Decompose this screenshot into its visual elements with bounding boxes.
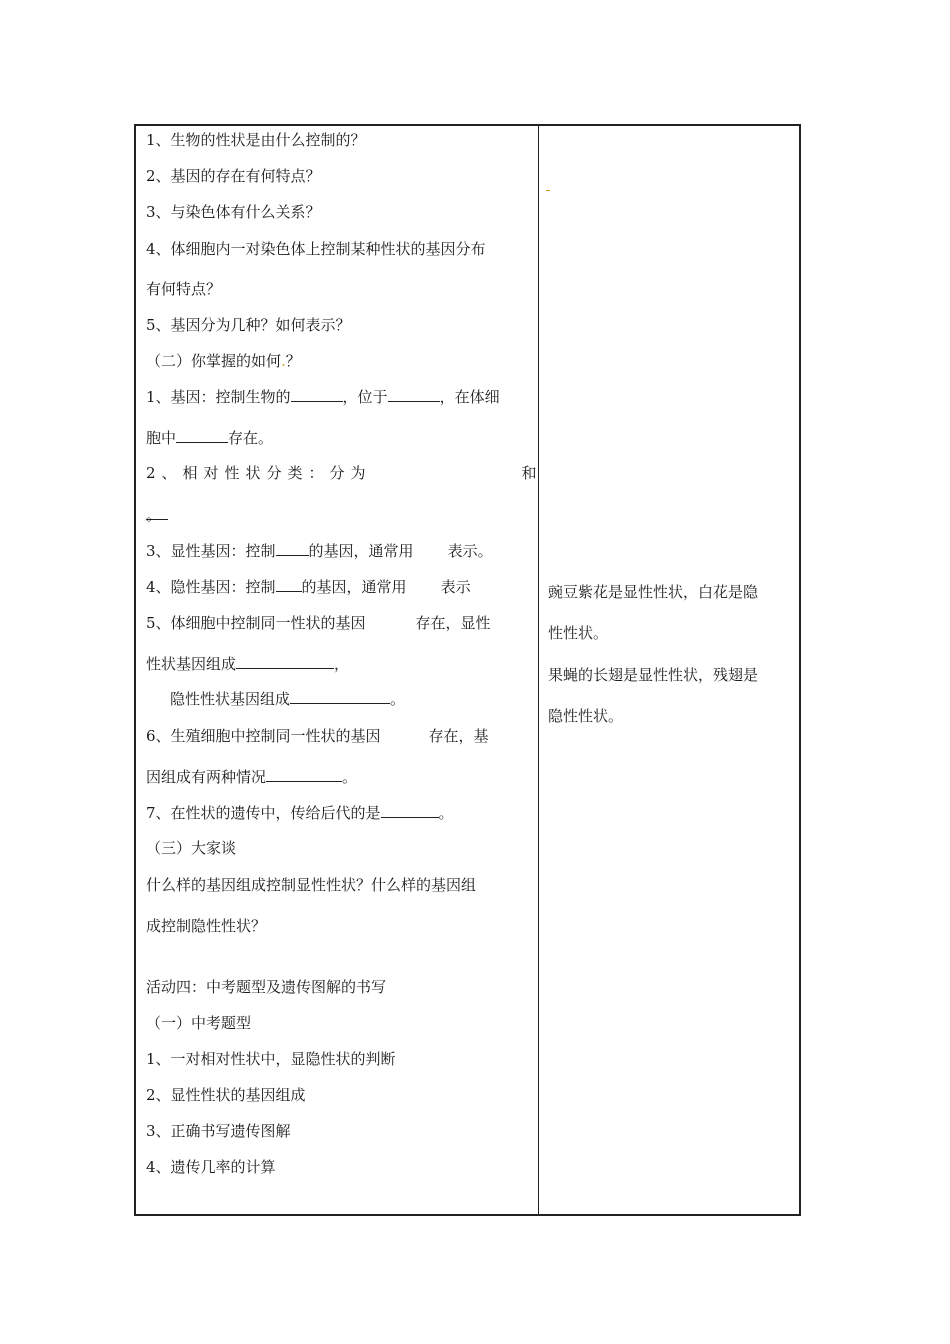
discussion-line-1: 什么样的基因组成控制显性性状？什么样的基因组 [146, 876, 477, 894]
section-2-text: （二）你掌握的如何 [146, 352, 282, 370]
blank-4-text-a: 4、隐性基因：控制 [146, 578, 276, 596]
blank-1-text-a: 1、基因：控制生物的 [146, 388, 291, 406]
blank-5-line-2 [146, 654, 349, 674]
blank-6-text-a: 6、生殖细胞中控制同一性状的基因 [146, 727, 381, 745]
column-divider [538, 126, 539, 1214]
dot-mark: . [281, 352, 286, 370]
fill-blank[interactable] [176, 428, 228, 443]
blank-3-text-b: 的基因，通常用 [308, 542, 414, 560]
fill-blank[interactable] [266, 767, 342, 782]
blank-6-text-c: 因组成有两种情况 [146, 768, 267, 786]
blank-6-line-2 [146, 767, 357, 787]
blank-3-text-c: 表示。 [447, 542, 493, 560]
blank-7 [146, 803, 454, 823]
blank-1-text-d: 胞中 [146, 429, 177, 447]
topic-2: 2、显性性状的基因组成 [146, 1086, 306, 1104]
blank-5-line-1 [146, 613, 491, 633]
blank-6-text-b: 存在，基 [428, 727, 489, 745]
blank-2-line-1 [146, 463, 543, 483]
fill-blank[interactable] [388, 387, 440, 402]
fill-blank[interactable] [276, 541, 309, 556]
blank-1-text-b: ，位于 [342, 388, 388, 406]
fill-blank[interactable] [236, 654, 334, 669]
question-1: 1、生物的性状是由什么控制的？ [146, 131, 366, 149]
blank-2-text-c: 。 [146, 506, 162, 524]
blank-5-text-b: 存在，显性 [415, 614, 491, 632]
blank-5-text-d: ， [334, 655, 350, 673]
blank-5-text-e: 隐性性状基因组成 [170, 690, 291, 708]
blank-7-text-a: 7、在性状的遗传中，传给后代的是 [146, 804, 381, 822]
blank-1-line-2 [146, 428, 273, 448]
fill-blank[interactable] [291, 387, 343, 402]
blank-4 [146, 577, 471, 597]
blank-5-text-a: 5、体细胞中控制同一性状的基因 [146, 614, 366, 632]
blank-6-text-d: 。 [342, 768, 358, 786]
topic-4: 4、遗传几率的计算 [146, 1158, 276, 1176]
example-1-line-1: 豌豆紫花是显性性状，白花是隐 [548, 583, 759, 601]
fill-blank[interactable] [276, 577, 302, 592]
marker-dash [546, 190, 550, 191]
blank-4-text-b: 的基因，通常用 [301, 578, 407, 596]
section-1-heading: （一）中考题型 [146, 1014, 252, 1032]
blank-1-text-e: 存在。 [228, 429, 274, 447]
fill-blank[interactable] [146, 505, 168, 524]
blank-3 [146, 541, 493, 561]
topic-3: 3、正确书写遗传图解 [146, 1122, 291, 1140]
blank-5-text-f: 。 [390, 690, 406, 708]
fill-blank[interactable] [381, 803, 439, 818]
topic-1: 1、一对相对性状中，显隐性状的判断 [146, 1050, 396, 1068]
example-2-line-2: 隐性性状。 [548, 707, 624, 725]
worksheet-table [134, 124, 801, 1216]
activity-4-heading: 活动四：中考题型及遗传图解的书写 [146, 978, 387, 996]
section-2-heading [146, 351, 301, 371]
example-1-line-2: 性性状。 [548, 624, 609, 642]
fill-blank[interactable] [290, 689, 390, 704]
blank-2-line-2 [146, 505, 168, 525]
section-3-heading: （三）大家谈 [146, 839, 237, 857]
blank-2-text-b: 和 [521, 464, 543, 482]
blank-1-text-c: ，在体细 [439, 388, 500, 406]
blank-3-text-a: 3、显性基因：控制 [146, 542, 276, 560]
blank-2-text-a: 2、相对性状分类：分为 [146, 464, 372, 482]
blank-7-text-b: 。 [438, 804, 454, 822]
question-4-line-1: 4、体细胞内一对染色体上控制某种性状的基因分布 [146, 240, 486, 258]
question-5: 5、基因分为几种？如何表示？ [146, 316, 351, 334]
blank-6-line-1 [146, 726, 489, 746]
question-2: 2、基因的存在有何特点？ [146, 167, 321, 185]
discussion-line-2: 成控制隐性性状？ [146, 917, 267, 935]
question-4-line-2: 有何特点？ [146, 280, 222, 298]
example-2-line-1: 果蝇的长翅是显性性状，残翅是 [548, 666, 759, 684]
section-2-end: ？ [285, 352, 301, 370]
blank-5-line-3 [170, 689, 405, 709]
question-3: 3、与染色体有什么关系？ [146, 203, 321, 221]
blank-5-text-c: 性状基因组成 [146, 655, 237, 673]
blank-4-text-c: 表示 [440, 578, 471, 596]
blank-1-line-1 [146, 387, 500, 407]
